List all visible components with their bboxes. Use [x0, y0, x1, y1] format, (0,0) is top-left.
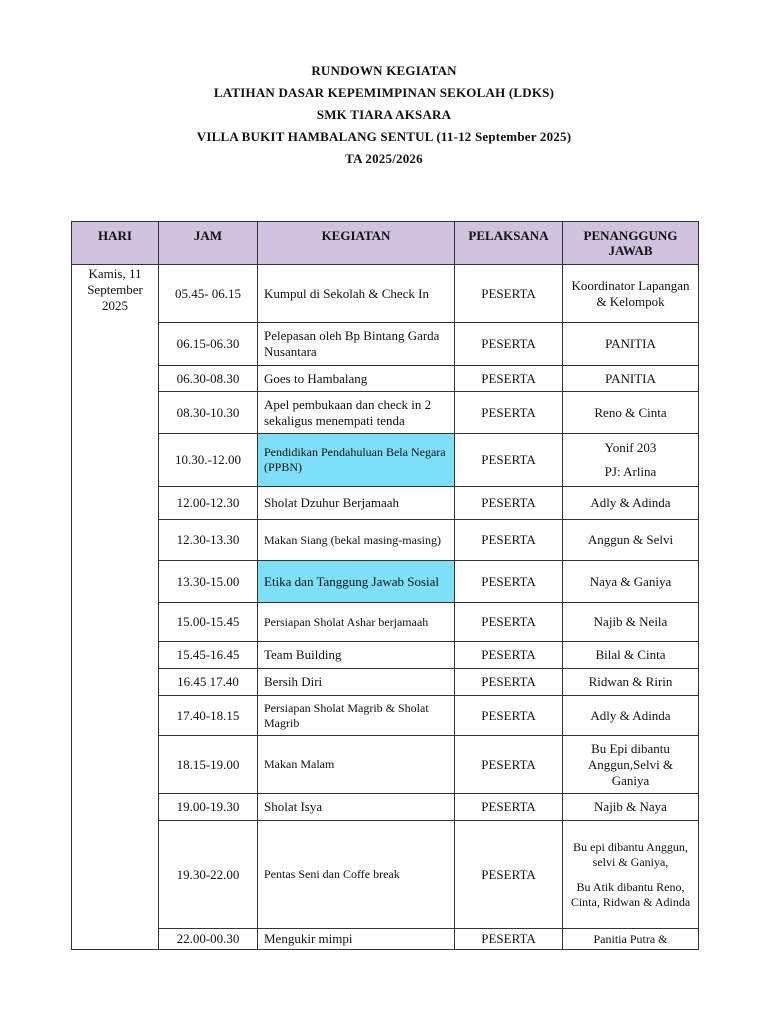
responsible-cell: Naya & Ganiya: [563, 561, 699, 603]
responsible-cell: Panitia Putra &: [563, 929, 699, 950]
executor-cell: PESERTA: [455, 434, 563, 487]
table-row: [72, 487, 699, 520]
column-header-pelaksana: PELAKSANA: [455, 222, 563, 265]
executor-cell: PESERTA: [455, 696, 563, 736]
time-cell: 19.30-22.00: [159, 821, 258, 929]
schedule-table: [71, 221, 699, 950]
executor-cell: PESERTA: [455, 794, 563, 821]
executor-cell: PESERTA: [455, 642, 563, 669]
activity-cell: Mengukir mimpi: [258, 929, 455, 950]
executor-cell: PESERTA: [455, 669, 563, 696]
responsible-cell: Najib & Neila: [563, 603, 699, 642]
academic-year: TA 2025/2026: [345, 151, 423, 166]
responsible-cell: Najib & Naya: [563, 794, 699, 821]
responsible-cell: Koordinator Lapangan & Kelompok: [563, 265, 699, 323]
day-cell: Kamis, 11 September 2025: [72, 265, 159, 950]
time-cell: 18.15-19.00: [159, 736, 258, 794]
activity-cell: Goes to Hambalang: [258, 366, 455, 392]
table-row: [72, 736, 699, 794]
time-cell: 06.30-08.30: [159, 366, 258, 392]
responsible-secondary: PJ: Arlina: [604, 464, 657, 479]
table-row: [72, 392, 699, 434]
activity-cell-highlighted: Pendidikan Pendahuluan Bela Negara (PPBN): [258, 434, 455, 487]
time-cell: 13.30-15.00: [159, 561, 258, 603]
activity-cell: Makan Malam: [258, 736, 455, 794]
executor-cell: PESERTA: [455, 929, 563, 950]
table-row: [72, 265, 699, 323]
document-header: [0, 60, 768, 170]
school-name: SMK TIARA AKSARA: [316, 107, 452, 122]
activity-cell: Bersih Diri: [258, 669, 455, 696]
time-cell: 17.40-18.15: [159, 696, 258, 736]
responsible-cell: Reno & Cinta: [563, 392, 699, 434]
time-cell: 22.00-00.30: [159, 929, 258, 950]
responsible-cell: [563, 821, 699, 929]
time-cell: 15.00-15.45: [159, 603, 258, 642]
table-row: [72, 434, 699, 487]
responsible-cell: Anggun & Selvi: [563, 520, 699, 561]
table-row: [72, 520, 699, 561]
table-header-row: [72, 222, 699, 265]
table-row: [72, 821, 699, 929]
executor-cell: PESERTA: [455, 323, 563, 366]
time-cell: 19.00-19.30: [159, 794, 258, 821]
table-row: [72, 669, 699, 696]
activity-cell: Sholat Isya: [258, 794, 455, 821]
time-cell: 12.00-12.30: [159, 487, 258, 520]
time-cell: 15.45-16.45: [159, 642, 258, 669]
time-cell: 10.30.-12.00: [159, 434, 258, 487]
doc-subtitle: LATIHAN DASAR KEPEMIMPINAN SEKOLAH (LDKS): [213, 85, 555, 100]
time-cell: 08.30-10.30: [159, 392, 258, 434]
responsible-cell: Adly & Adinda: [563, 487, 699, 520]
responsible-cell: PANITIA: [563, 366, 699, 392]
table-row: [72, 366, 699, 392]
executor-cell: PESERTA: [455, 736, 563, 794]
venue-dates: VILLA BUKIT HAMBALANG SENTUL (11-12 September 2025): [196, 129, 572, 144]
time-cell: 12.30-13.30: [159, 520, 258, 561]
table-row: [72, 642, 699, 669]
responsible-cell: Bu Epi dibantu Anggun,Selvi & Ganiya: [563, 736, 699, 794]
executor-cell: PESERTA: [455, 487, 563, 520]
time-cell: 06.15-06.30: [159, 323, 258, 366]
doc-title: RUNDOWN KEGIATAN: [311, 63, 457, 78]
responsible-cell: [563, 434, 699, 487]
executor-cell: PESERTA: [455, 603, 563, 642]
time-cell: 16.45 17.40: [159, 669, 258, 696]
column-header-jam: JAM: [159, 222, 258, 265]
activity-cell: Sholat Dzuhur Berjamaah: [258, 487, 455, 520]
responsible-cell: PANITIA: [563, 323, 699, 366]
activity-cell: Pentas Seni dan Coffe break: [258, 821, 455, 929]
executor-cell: PESERTA: [455, 561, 563, 603]
activity-cell: Persiapan Sholat Ashar berjamaah: [258, 603, 455, 642]
responsible-primary: Bu epi dibantu Anggun, selvi & Ganiya,: [573, 839, 688, 869]
table-row: [72, 794, 699, 821]
responsible-primary: Yonif 203: [604, 440, 657, 455]
responsible-secondary: Bu Atik dibantu Reno, Cinta, Ridwan & Adinda: [570, 879, 691, 909]
activity-cell-highlighted: Etika dan Tanggung Jawab Sosial: [258, 561, 455, 603]
activity-cell: Team Building: [258, 642, 455, 669]
responsible-cell: Bilal & Cinta: [563, 642, 699, 669]
activity-cell: Persiapan Sholat Magrib & Sholat Magrib: [258, 696, 455, 736]
responsible-cell: Ridwan & Ririn: [563, 669, 699, 696]
activity-cell: Kumpul di Sekolah & Check In: [258, 265, 455, 323]
column-header-hari: HARI: [72, 222, 159, 265]
responsible-cell: Adly & Adinda: [563, 696, 699, 736]
table-row: [72, 323, 699, 366]
table-row: [72, 561, 699, 603]
executor-cell: PESERTA: [455, 520, 563, 561]
table-row: [72, 696, 699, 736]
time-cell: 05.45- 06.15: [159, 265, 258, 323]
executor-cell: PESERTA: [455, 366, 563, 392]
executor-cell: PESERTA: [455, 392, 563, 434]
activity-cell: Pelepasan oleh Bp Bintang Garda Nusantara: [258, 323, 455, 366]
activity-cell: Apel pembukaan dan check in 2 sekaligus menempati tenda: [258, 392, 455, 434]
column-header-kegiatan: KEGIATAN: [258, 222, 455, 265]
table-row: [72, 929, 699, 950]
column-header-penanggung-jawab: PENANGGUNG JAWAB: [563, 222, 699, 265]
executor-cell: PESERTA: [455, 821, 563, 929]
executor-cell: PESERTA: [455, 265, 563, 323]
activity-cell: Makan Siang (bekal masing-masing): [258, 520, 455, 561]
table-row: [72, 603, 699, 642]
